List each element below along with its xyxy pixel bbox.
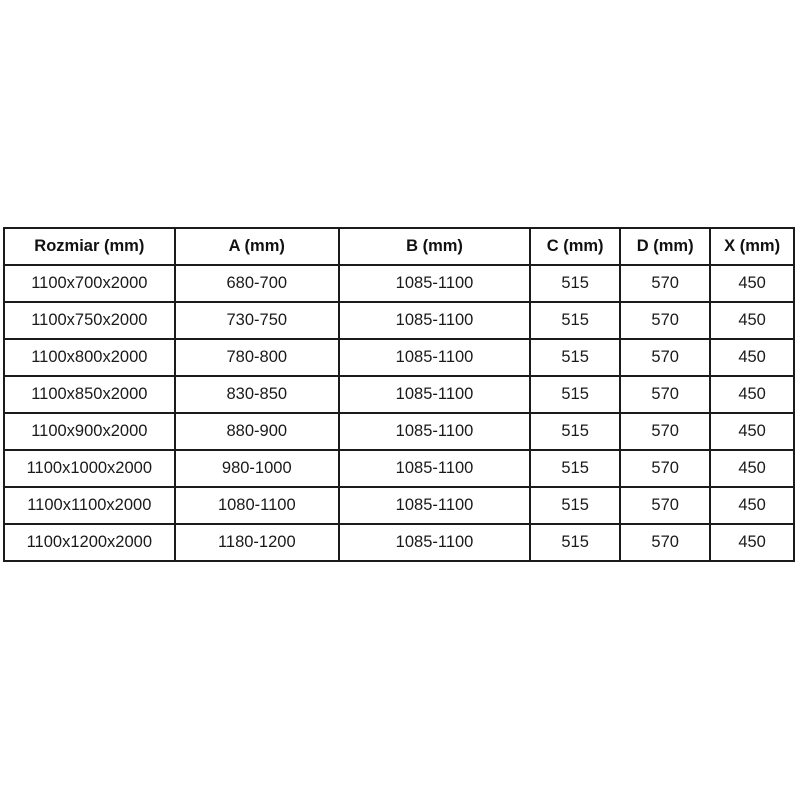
table-cell: 515 bbox=[530, 413, 620, 450]
table-cell: 515 bbox=[530, 302, 620, 339]
table-cell: 1085-1100 bbox=[339, 413, 530, 450]
table-cell: 515 bbox=[530, 376, 620, 413]
table-cell: 1100x900x2000 bbox=[4, 413, 175, 450]
table-cell: 880-900 bbox=[175, 413, 339, 450]
table-cell: 1080-1100 bbox=[175, 487, 339, 524]
table-cell: 680-700 bbox=[175, 265, 339, 302]
table-cell: 730-750 bbox=[175, 302, 339, 339]
table-cell: 1085-1100 bbox=[339, 524, 530, 561]
column-header-a: A (mm) bbox=[175, 228, 339, 265]
table-cell: 450 bbox=[710, 339, 794, 376]
table-cell: 1085-1100 bbox=[339, 487, 530, 524]
table-cell: 515 bbox=[530, 487, 620, 524]
table-cell: 780-800 bbox=[175, 339, 339, 376]
table-cell: 570 bbox=[620, 450, 710, 487]
table-body bbox=[4, 265, 794, 561]
table-cell: 1100x800x2000 bbox=[4, 339, 175, 376]
column-header-rozmiar: Rozmiar (mm) bbox=[4, 228, 175, 265]
table-cell: 1100x1000x2000 bbox=[4, 450, 175, 487]
table-cell: 450 bbox=[710, 265, 794, 302]
table-cell: 1085-1100 bbox=[339, 339, 530, 376]
table-cell: 450 bbox=[710, 302, 794, 339]
column-header-c: C (mm) bbox=[530, 228, 620, 265]
table-cell: 1085-1100 bbox=[339, 450, 530, 487]
table-cell: 1100x1100x2000 bbox=[4, 487, 175, 524]
table-cell: 1100x750x2000 bbox=[4, 302, 175, 339]
table-cell: 1085-1100 bbox=[339, 265, 530, 302]
table-row bbox=[4, 302, 794, 339]
table-cell: 570 bbox=[620, 265, 710, 302]
table-cell: 1085-1100 bbox=[339, 376, 530, 413]
table-cell: 570 bbox=[620, 487, 710, 524]
table-row bbox=[4, 524, 794, 561]
table-cell: 570 bbox=[620, 339, 710, 376]
table-cell: 570 bbox=[620, 413, 710, 450]
column-header-b: B (mm) bbox=[339, 228, 530, 265]
table-cell: 515 bbox=[530, 524, 620, 561]
column-header-d: D (mm) bbox=[620, 228, 710, 265]
table-cell: 1100x700x2000 bbox=[4, 265, 175, 302]
table-cell: 450 bbox=[710, 524, 794, 561]
table-cell: 830-850 bbox=[175, 376, 339, 413]
table-cell: 1100x1200x2000 bbox=[4, 524, 175, 561]
table-cell: 980-1000 bbox=[175, 450, 339, 487]
table-header-row bbox=[4, 228, 794, 265]
table-cell: 1180-1200 bbox=[175, 524, 339, 561]
table-cell: 450 bbox=[710, 376, 794, 413]
size-spec-table bbox=[3, 227, 795, 562]
table-cell: 515 bbox=[530, 339, 620, 376]
table-cell: 570 bbox=[620, 524, 710, 561]
table-cell: 450 bbox=[710, 487, 794, 524]
table-row bbox=[4, 265, 794, 302]
table-cell: 450 bbox=[710, 413, 794, 450]
table-row bbox=[4, 450, 794, 487]
table-cell: 1085-1100 bbox=[339, 302, 530, 339]
column-header-x: X (mm) bbox=[710, 228, 794, 265]
table-row bbox=[4, 376, 794, 413]
table-cell: 1100x850x2000 bbox=[4, 376, 175, 413]
table-cell: 515 bbox=[530, 450, 620, 487]
table-cell: 570 bbox=[620, 302, 710, 339]
table-row bbox=[4, 339, 794, 376]
table-row bbox=[4, 487, 794, 524]
table-row bbox=[4, 413, 794, 450]
size-spec-table-container bbox=[3, 227, 795, 562]
table-cell: 570 bbox=[620, 376, 710, 413]
table-cell: 450 bbox=[710, 450, 794, 487]
table-cell: 515 bbox=[530, 265, 620, 302]
